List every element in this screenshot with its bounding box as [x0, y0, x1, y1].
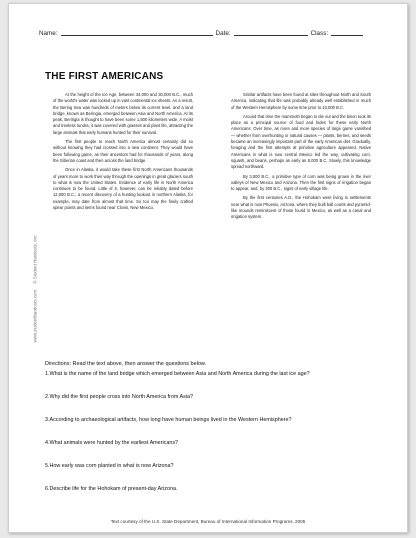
paragraph: Once in Alaska, it would take these first North Americans thousands of years more to work their way through the openings in great glaciers south to what is now the United States. Evidence of early life in North America continues to be found. Little of it, however, can be reliably dated before 12,000 B.C.; a recent discovery of a hunting lookout in northern Alaska, for example, may date from almost that time. So too may the finely crafted spear points and items found near Clovis, New Mexico. — [53, 167, 193, 211]
name-blank — [61, 35, 213, 36]
class-label: Class: — [310, 30, 329, 37]
copyright-text: © Student Handouts, Inc. — [32, 234, 38, 284]
question-item: 2.Why did the first people cross into North America from Asia? — [45, 394, 194, 400]
class-blank — [331, 35, 363, 36]
sidebar-credit — [33, 229, 38, 349]
date-label: Date: — [215, 30, 231, 37]
source-credit: Text courtesy of the U.S. State Department, Bureau of International Information Programs, 2005 — [110, 519, 306, 524]
worksheet-page — [8, 3, 408, 533]
date-blank — [234, 35, 308, 36]
question-item: 1.What is the name of the land bridge which emerged between Asia and North America during the last ice age? — [45, 371, 310, 377]
article-column-right — [231, 92, 371, 224]
article-column-left — [53, 92, 193, 214]
question-list — [45, 369, 391, 507]
question-item: 3.According to archaeological artifacts, how long have human beings lived in the Western Hemisphere? — [45, 417, 292, 423]
paragraph: At the height of the Ice Age, between 34,000 and 30,000 B.C., much of the world's water was locked up in vast continental ice sheets. As a result, the Bering Sea was hundreds of meters below its current level, and a land bridge, known as Beringia, emerged between Asia and North America. At its peak, Beringia is thought to have been some 1,500 kilometers wide. A moist and treeless tundra, it was covered with grasses and plant life, attracting the large animals that early humans hunted for their survival. — [53, 92, 193, 135]
paragraph: By 3,000 B.C., a primitive type of corn was being grown in the river valleys of New Mexico and Arizona. Then the first signs of irrigation began to appear, and, by 300 B.C., signs of early village life. — [231, 173, 371, 192]
paragraph: Around that time the mammoth began to die out and the bison took its place as a principal source of food and hides for these early North Americans. Over time, as more and more species of large game vanished — whether from overhunting or natural causes — plants, berries, and seeds became an increasingly important part of the early American diet. Gradually, foraging and the first attempts at primitive agriculture appeared. Native Americans in what is now central Mexico led the way, cultivating corn, squash, and beans, perhaps as early as 8,000 B.C. Slowly, this knowledge spread northward. — [231, 113, 371, 170]
page-title: THE FIRST AMERICANS — [45, 71, 164, 82]
paragraph: Similar artifacts have been found at sites throughout North and South America, indicating that life was probably already well established in much of the Western Hemisphere by some time prior to 10,000 B.C. — [231, 92, 371, 110]
question-item: 4.What animals were hunted by the earliest Americans? — [45, 440, 179, 446]
directions-text: Directions: Read the text above, then answer the questions below. — [45, 361, 207, 367]
question-item: 5.How early was corn planted in what is now Arizona? — [45, 463, 174, 469]
name-label: Name: — [39, 30, 58, 37]
website-text: www.studenthandouts.com — [32, 289, 38, 343]
question-item: 6.Describe life for the Hohokam of present-day Arizona. — [45, 486, 178, 492]
paragraph: The first people to reach North America almost certainly did so without knowing they had crossed into a new continent. They would have been following game, as their ancestors had for thousands of years, along the Siberian coast and then across the land bridge. — [53, 139, 193, 163]
student-info-header — [39, 28, 393, 37]
paragraph: By the first centuries A.D., the Hohokam were living in settlements near what is now Phoenix, Arizona, where they built ball courts and pyramid-like mounds reminiscent of those found in Mexico, as well as a canal and irrigation system. — [231, 195, 371, 220]
